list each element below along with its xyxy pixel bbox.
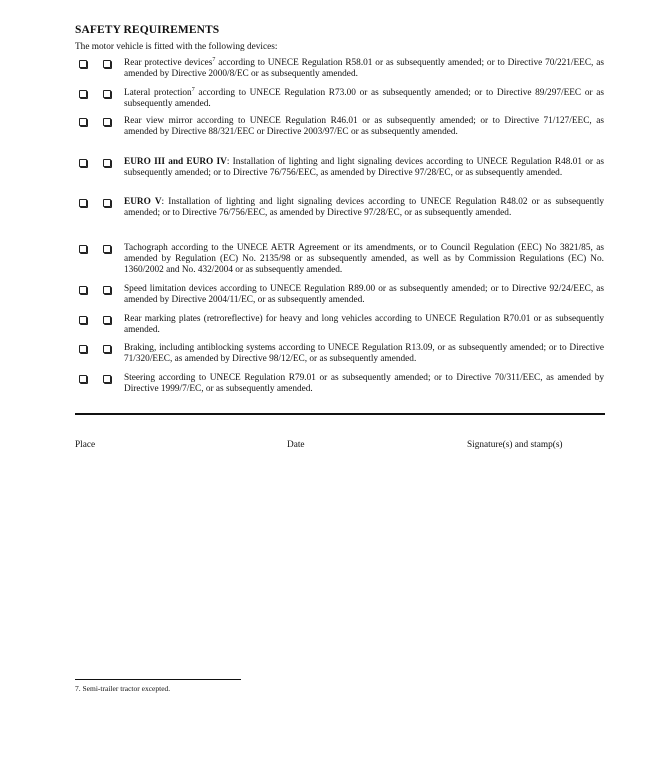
item-text-main: Speed limitation devices according to UNECE Regulation R89.00 or as subsequently amended; or to Directive 92/24/EEC, as amended by Directive 2004/11/EC, or as subsequently amended. (124, 284, 604, 305)
item-text (124, 373, 604, 395)
section-title: SAFETY REQUIREMENTS (75, 24, 220, 36)
item-text-main: Rear marking plates (retroreflective) for heavy and long vehicles according to UNECE Regulation R70.01 or as subsequently amended. (124, 314, 604, 335)
item-text (124, 284, 604, 306)
item-text (124, 116, 604, 138)
item-text-main: Lateral protection (124, 88, 192, 98)
checkbox-2[interactable] (103, 375, 111, 383)
item-text (124, 243, 604, 276)
footnote-ref: 7 (191, 86, 195, 93)
checkbox-1[interactable] (79, 286, 87, 294)
item-bold-prefix: EURO III and EURO IV (124, 157, 227, 167)
footnote-ref: 7 (212, 56, 216, 63)
item-text (124, 343, 604, 365)
checkbox-2[interactable] (103, 159, 111, 167)
footnote-divider (75, 679, 241, 680)
checkbox-2[interactable] (103, 199, 111, 207)
checkbox-2[interactable] (103, 245, 111, 253)
item-text-rest: according to UNECE Regulation R73.00 or as subsequently amended; or to Directive 89/297/EEC or as subsequently amended. (124, 88, 604, 109)
item-text (124, 157, 604, 179)
checkbox-2[interactable] (103, 90, 111, 98)
item-text-main: Steering according to UNECE Regulation R79.01 or as subsequently amended; or to Directive 70/311/EEC, as amended by Directive 1999/7/EC, or as subsequently amended. (124, 373, 604, 394)
checkbox-1[interactable] (79, 159, 87, 167)
item-text-main: Rear view mirror according to UNECE Regulation R46.01 or as subsequently amended; or to Directive 71/127/EEC, as amended by Directive 88/321/EEC or Directive 2003/97/EC or as subsequently amended. (124, 116, 604, 137)
item-text (124, 58, 604, 80)
item-text (124, 314, 604, 336)
place-label: Place (75, 440, 96, 450)
date-label: Date (287, 440, 305, 450)
item-text (124, 88, 604, 110)
intro-text: The motor vehicle is fitted with the following devices: (75, 42, 278, 52)
checkbox-1[interactable] (79, 118, 87, 126)
item-text-rest: according to UNECE Regulation R58.01 or as subsequently amended; or to Directive 70/221/EEC, as amended by Directive 2000/8/EC or as subsequently amended. (124, 58, 604, 79)
checkbox-1[interactable] (79, 375, 87, 383)
item-bold-prefix: EURO V (124, 197, 162, 207)
checkbox-2[interactable] (103, 286, 111, 294)
checkbox-1[interactable] (79, 345, 87, 353)
item-text-main: Rear protective devices (124, 58, 213, 68)
signature-label: Signature(s) and stamp(s) (467, 440, 563, 450)
item-text-main: : Installation of lighting and light signaling devices according to UNECE Regulation R48.02 or as subsequently amended; or to Directive 76/756/EEC, as amended by Directive 97/28/EC, or as subsequently amended. (124, 197, 604, 218)
checkbox-1[interactable] (79, 199, 87, 207)
checkbox-1[interactable] (79, 60, 87, 68)
item-text-main: : Installation of lighting and light signaling devices according to UNECE Regulation R48.01 or as subsequently amended; or to Directive 76/756/EEC, as amended by Directive 97/28/EC, or as subsequently amended. (124, 157, 604, 178)
checkbox-1[interactable] (79, 245, 87, 253)
checkbox-2[interactable] (103, 118, 111, 126)
footnote: 7. Semi-trailer tractor excepted. (75, 684, 171, 693)
checkbox-2[interactable] (103, 60, 111, 68)
item-text-main: Braking, including antiblocking systems according to UNECE Regulation R13.09, or as subsequently amended; or to Directive 71/320/EEC, as amended by Directive 98/12/EC, or as subsequently amended. (124, 343, 604, 364)
checkbox-1[interactable] (79, 316, 87, 324)
checkbox-2[interactable] (103, 345, 111, 353)
item-text (124, 197, 604, 219)
checkbox-1[interactable] (79, 90, 87, 98)
item-text-main: Tachograph according to the UNECE AETR Agreement or its amendments, or to Council Regulation (EEC) No 3821/85, as amended by Regulation (EC) No. 2135/98 or as subsequently amended, as well as by Commission Regulations (EC) No. 1360/2002 and No. 432/2004 or as subsequently amended. (124, 243, 604, 275)
checkbox-2[interactable] (103, 316, 111, 324)
divider (75, 413, 605, 415)
